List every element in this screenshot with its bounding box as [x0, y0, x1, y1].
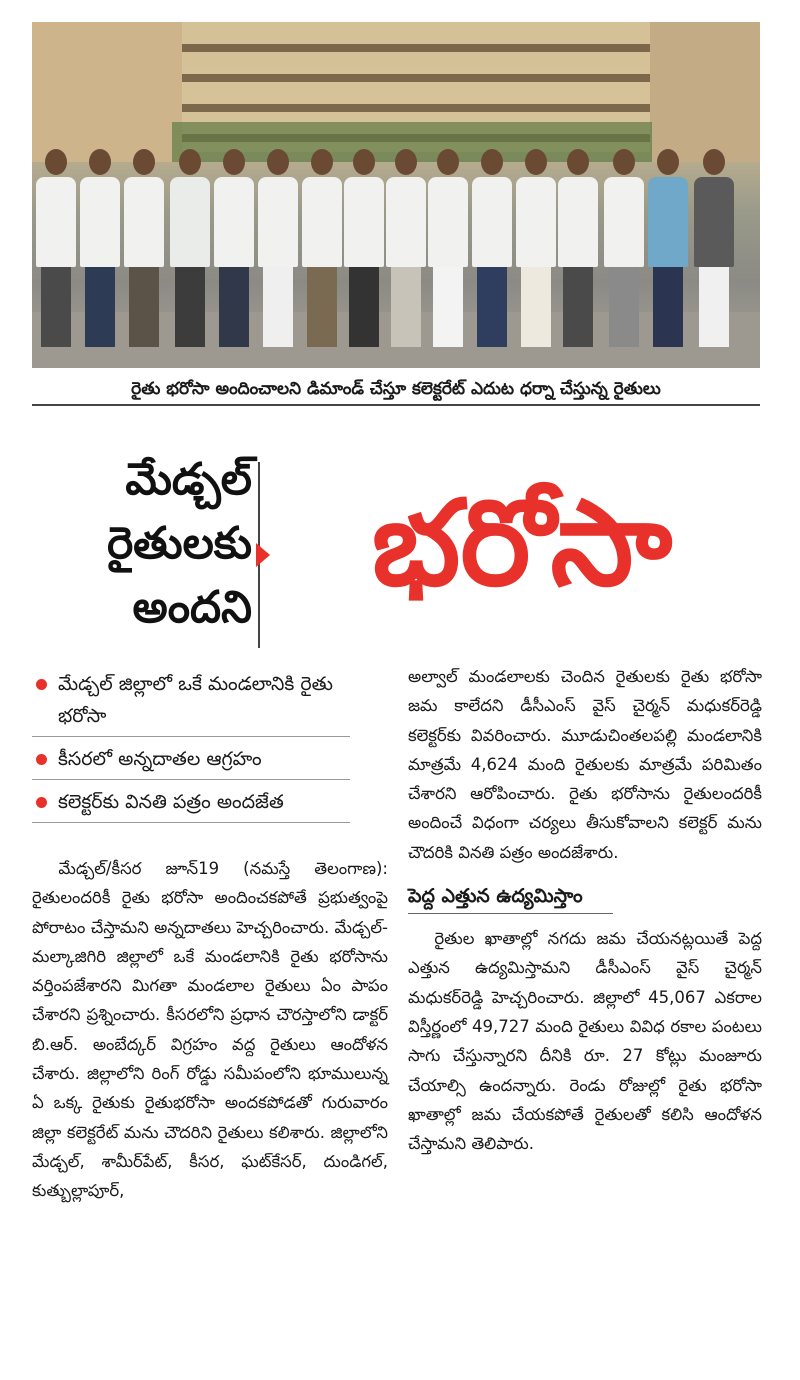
paragraph: అల్వాల్ మండలాలకు చెందిన రైతులకు రైతు భరోసా జమ కాలేదని డీసీఎంస్ వైస్ చైర్మన్ మధుకర్‌రెడ్డి కలెక్టర్‌కు వివరించారు. మూడుచింతలపల్లి మండలానికి మాత్రమే 4,624 మంది రైతులకు మాత్రమే పరిమితం చేశారని ఆరోపించారు. రైతు భరోసాను రైతులందరికీ అందించే విధంగా చర్యలు తీసుకోవాలని కలెక్టర్ మను చౌదరికి వినతి పత్రం అందజేశారు. — [408, 667, 762, 862]
article-column-2 — [408, 662, 762, 1158]
person — [214, 149, 254, 347]
person — [604, 149, 644, 347]
person — [124, 149, 164, 347]
subheading: పెద్ద ఎత్తున ఉద్యమిస్తాం — [408, 879, 613, 914]
person — [258, 149, 298, 347]
person — [428, 149, 468, 347]
news-photo — [32, 22, 760, 368]
crowd — [32, 127, 760, 347]
person — [302, 149, 342, 347]
person — [648, 149, 688, 347]
article-column-1: మేడ్చల్/కీసర జూన్19 (నమస్తే తెలంగాణ): రైతులందరికీ రైతు భరోసా అందించకపోతే ప్రభుత్వంపై పోరాటం చేస్తామని అన్నదాతలు హెచ్చరించారు. మేడ్చల్-మల్కాజిగిరి జిల్లాలో ఒకే మండలానికి రైతు భరోసాను వర్తింపజేశారని మిగతా మండలాల రైతులు ఏం పాపం చేశారని ప్రశ్నించారు. కీసరలోని ప్రధాన చౌరస్తాలోని డాక్టర్ బి.ఆర్. అంబేద్కర్ విగ్రహం వద్ద రైతులు ఆందోళన చేశారు. జిల్లాలోని రింగ్ రోడ్డు సమీపంలోని భూములున్న ఏ ఒక్క రైతుకు రైతుభరోసా అందకపోడతో గురువారం జిల్లా కలెక్టరేట్ మను చౌదరిని రైతులు కలిశారు. జిల్లాలోని మేడ్చల్, శామీర్‌పేట్, కీసర, ఘట్‌కేసర్, దుండిగల్, కుత్బుల్లాపూర్, — [32, 859, 388, 1201]
headline-line: మేడ్చల్ — [125, 454, 252, 505]
headline-main: భరోసా — [371, 474, 673, 612]
person — [558, 149, 598, 347]
person — [516, 149, 556, 347]
person — [80, 149, 120, 347]
person — [36, 149, 76, 347]
photo-caption: రైతు భరోసా అందించాలని డిమాండ్ చేస్తూ కలెక్టరేట్ ఎదుట ధర్నా చేస్తున్న రైతులు — [32, 374, 760, 406]
headline-left — [30, 448, 252, 640]
headline-line: అందని — [132, 582, 252, 633]
paragraph: రైతుల ఖాతాల్లో నగదు జమ చేయనట్లయితే పెద్ద ఎత్తున ఉద్యమిస్తామని డీసీఎంస్ వైస్ చైర్మన్ మధుకర్‌రెడ్డి హెచ్చరించారు. జిల్లాలో 45,067 ఎకరాల విస్తీర్ణంలో 49,727 మంది రైతులు వివిధ రకాల పంటలు సాగు చేస్తున్నారని దీనికి రూ. 27 కోట్లు మంజూరు చేయాల్సి ఉందన్నారు. రెండు రోజుల్లో రైతు భరోసా ఖాతాల్లో జమ చేయకపోతే రైతులతో కలిసి ఆందోళన చేస్తామని తెలిపారు. — [408, 929, 762, 1154]
arrow-icon — [256, 543, 270, 567]
person — [694, 149, 734, 347]
person — [472, 149, 512, 347]
person — [170, 149, 210, 347]
highlight-item: కీసరలో అన్నదాతల ఆగ్రహం — [32, 743, 350, 780]
highlights-list — [32, 668, 350, 829]
person — [344, 149, 384, 347]
person — [386, 149, 426, 347]
highlight-item: మేడ్చల్ జిల్లాలో ఒకే మండలానికి రైతు భరోసా — [32, 668, 350, 737]
headline-line: రైతులకు — [107, 518, 252, 569]
highlight-item: కలెక్టర్‌కు వినతి పత్రం అందజేత — [32, 786, 350, 823]
